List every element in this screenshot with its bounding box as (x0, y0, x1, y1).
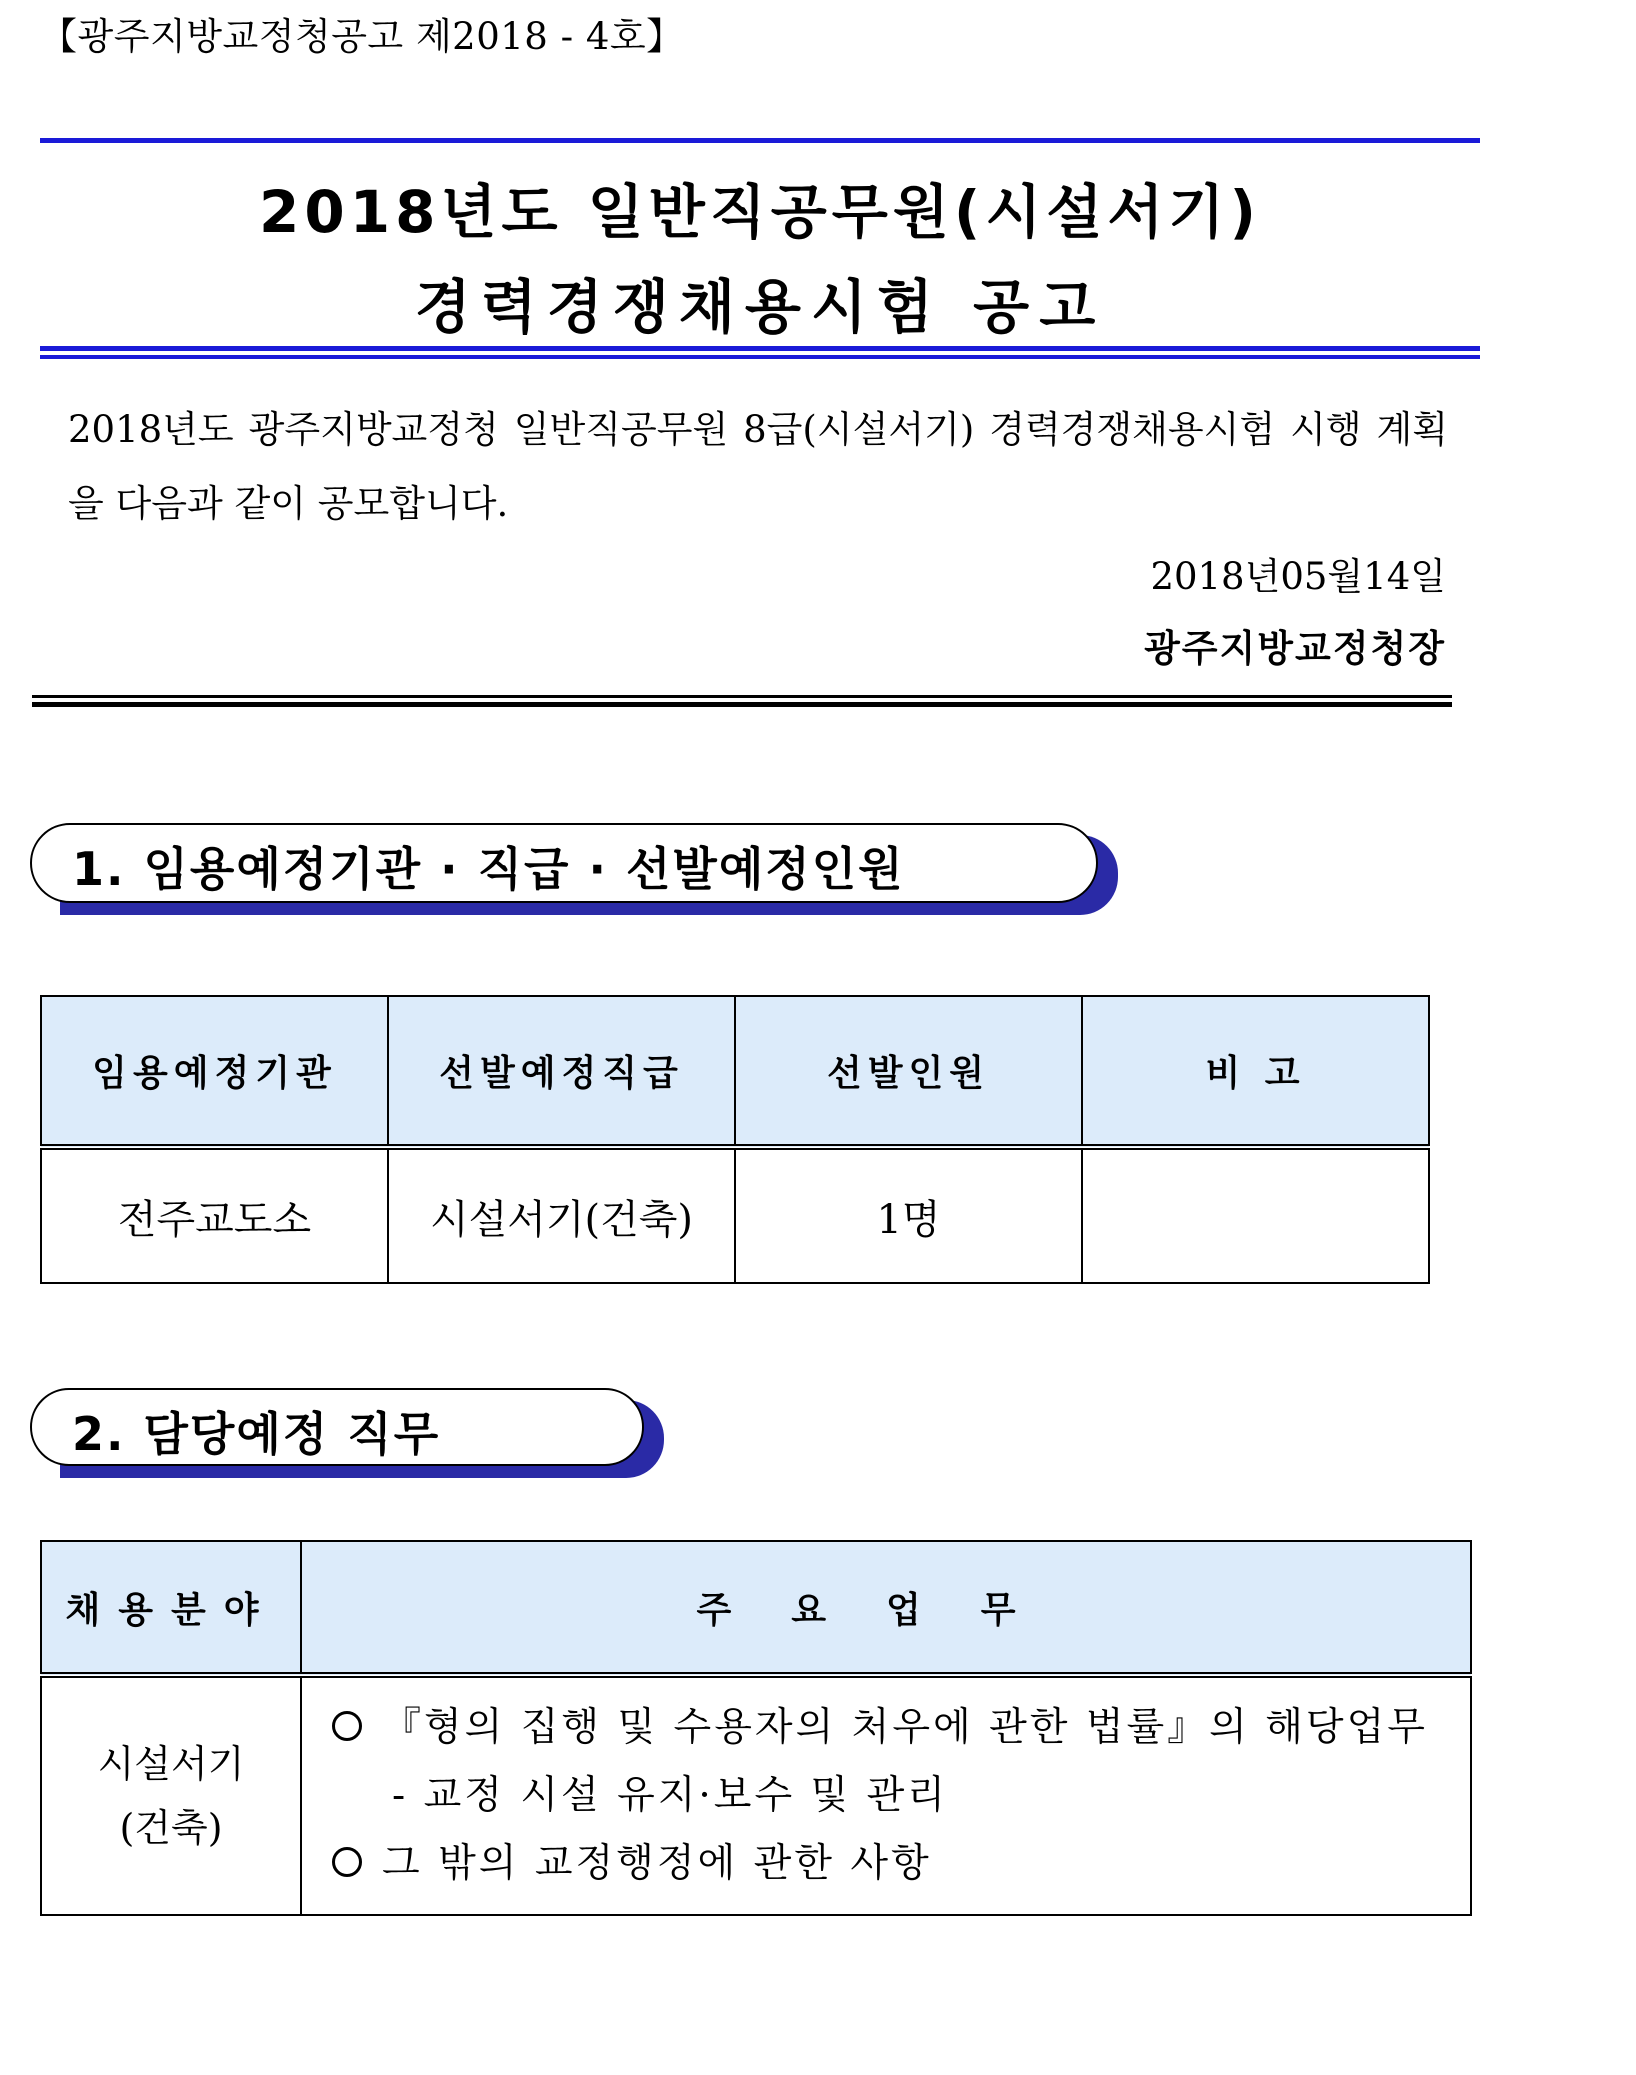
notice-date: 2018년05월14일 (1150, 555, 1446, 598)
cell-remarks (1082, 1147, 1429, 1283)
intro-paragraph: 2018년도 광주지방교정청 일반직공무원 8급(시설서기) 경력경쟁채용시험 시행 계획을 다음과 같이 공모합니다. (68, 408, 1448, 525)
title-bottom-rule (40, 346, 1480, 351)
circle-bullet-icon (332, 1847, 362, 1877)
divider-rule-2 (32, 702, 1452, 707)
header-count: 선발인원 (735, 996, 1082, 1147)
duty-item-text: 『형의 집행 및 수용자의 처우에 관한 법률』의 해당업무 (382, 1705, 1428, 1750)
issuer-name: 광주지방교정청장 (1144, 626, 1446, 670)
cell-duties (301, 1675, 1471, 1915)
table-header-row (41, 1541, 1471, 1675)
header-grade: 선발예정직급 (388, 996, 735, 1147)
page-title-line-1: 2018년도 일반직공무원(시설서기) (259, 178, 1261, 246)
section-1-title: 1. 임용예정기관 · 직급 · 선발예정인원 (72, 842, 905, 896)
recruitment-table (40, 995, 1430, 1284)
duty-subitem: - 교정 시설 유지·보수 및 관리 (392, 1773, 948, 1818)
field-line-2: (건축) (119, 1806, 223, 1850)
cell-agency: 전주교도소 (41, 1147, 388, 1283)
title-top-rule (40, 138, 1480, 143)
title-bottom-rule-2 (40, 355, 1480, 359)
duties-table (40, 1540, 1472, 1916)
table-row (41, 1675, 1471, 1915)
field-line-1: 시설서기 (97, 1742, 245, 1786)
divider-rule (32, 695, 1452, 698)
table-header-row (41, 996, 1429, 1147)
duty-item-text: 그 밖의 교정행정에 관한 사항 (382, 1841, 932, 1886)
cell-grade: 시설서기(건축) (388, 1147, 735, 1283)
duty-item (332, 1830, 1470, 1898)
section-2-pill (30, 1388, 644, 1466)
section-1-pill (30, 823, 1098, 903)
header-remarks: 비 고 (1082, 996, 1429, 1147)
table-row (41, 1147, 1429, 1283)
notice-number: 【광주지방교정청공고 제2018 - 4호】 (40, 15, 684, 58)
header-field: 채용분야 (41, 1541, 301, 1675)
page-title-line-2: 경력경쟁채용시험 공고 (414, 273, 1106, 341)
circle-bullet-icon (332, 1711, 362, 1741)
cell-count: 1명 (735, 1147, 1082, 1283)
header-duties: 주요업무 (301, 1541, 1471, 1675)
section-2-title: 2. 담당예정 직무 (72, 1407, 441, 1461)
duty-item (332, 1694, 1470, 1762)
header-agency: 임용예정기관 (41, 996, 388, 1147)
cell-field (41, 1675, 301, 1915)
